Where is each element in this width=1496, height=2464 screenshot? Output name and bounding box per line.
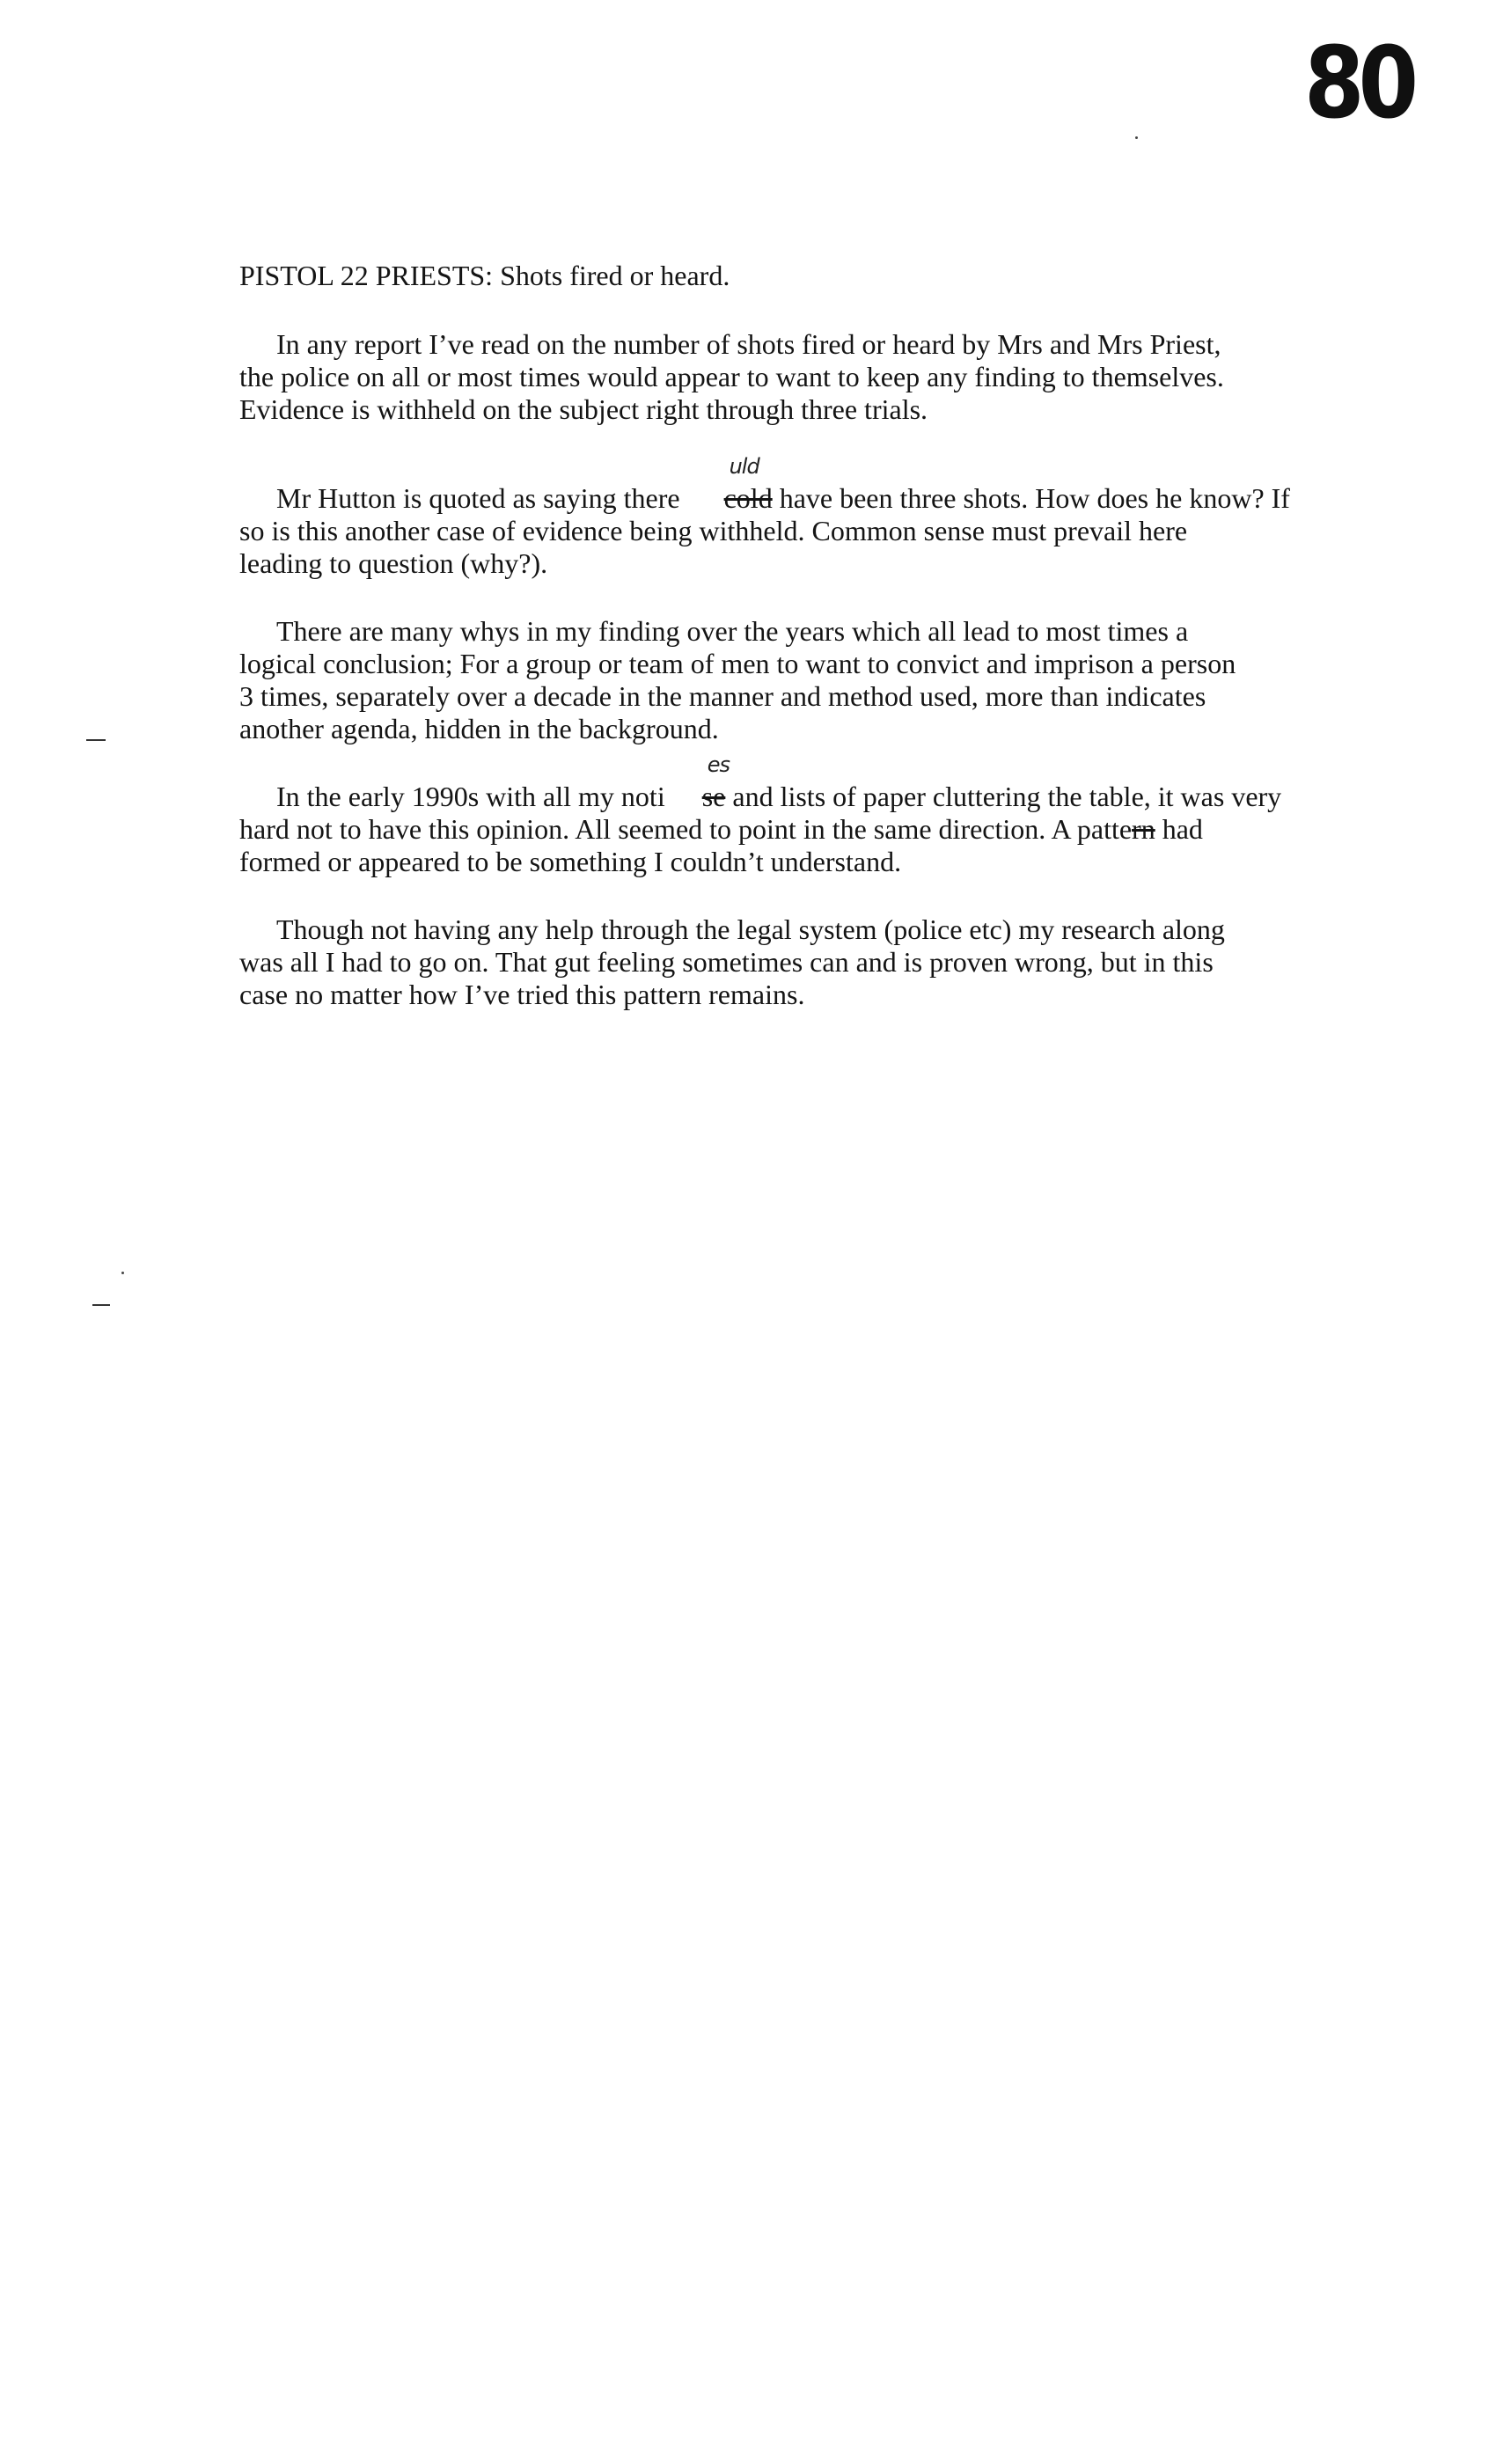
document-title: PISTOL 22 PRIESTS: Shots fired or heard. [239, 260, 730, 291]
paragraph-3 [239, 615, 1309, 745]
paragraph-line: Though not having any help through the legal system (police etc) my research along [276, 913, 1225, 945]
correction-annotation: uld [729, 454, 759, 479]
scan-speck [121, 1272, 124, 1274]
paragraph-line: formed or appeared to be something I couldn’t understand. [239, 846, 902, 877]
paragraph-line: was all I had to go on. That gut feeling sometimes can and is proven wrong, but in this [239, 946, 1214, 978]
handwritten-correction [665, 752, 730, 813]
paragraph-line: the police on all or most times would appear to want to keep any finding to themselves. [239, 361, 1224, 392]
paragraph-line: In any report I’ve read on the number of shots fired or heard by Mrs and Mrs Priest, [276, 328, 1221, 360]
margin-mark [86, 739, 106, 741]
correction-annotation: es [707, 752, 730, 777]
struck-text: se [701, 781, 726, 812]
scan-speck [1135, 136, 1138, 139]
paragraph-line: so is this another case of evidence being withheld. Common sense must prevail here [239, 515, 1188, 546]
paragraph-line [239, 813, 1309, 846]
paragraph-line [239, 752, 1309, 813]
text-segment: Mr Hutton is quoted as saying there [276, 482, 687, 514]
paragraph-line: another agenda, hidden in the background. [239, 713, 719, 744]
paragraph-line: 3 times, separately over a decade in the manner and method used, more than indicates [239, 680, 1206, 712]
paragraph-line: leading to question (why?). [239, 547, 548, 579]
paragraph-line: logical conclusion; For a group or team of men to want to convict and imprison a person [239, 648, 1236, 679]
text-segment: have been three shots. How does he know? If [772, 482, 1290, 514]
paragraph-4 [239, 752, 1309, 878]
paragraph-line: case no matter how I’ve tried this pattern remains. [239, 979, 805, 1010]
document-body [239, 260, 1309, 1046]
text-segment: had [1155, 813, 1203, 845]
margin-mark [92, 1304, 110, 1306]
paragraph-2 [239, 454, 1309, 580]
handwritten-page-number: 80 [1304, 26, 1413, 141]
paragraph-line: There are many whys in my finding over the years which all lead to most times a [276, 615, 1189, 647]
text-segment: hard not to have this opinion. All seemed to point in the same direction. A patte [239, 813, 1133, 845]
paragraph-line: Evidence is withheld on the subject right through three trials. [239, 393, 928, 425]
text-segment: and lists of paper cluttering the table, it was very [725, 781, 1282, 812]
handwritten-correction [687, 454, 773, 515]
paragraph-5 [239, 913, 1309, 1011]
struck-text: rn [1132, 813, 1155, 845]
struck-text: cold [723, 482, 773, 514]
text-segment: In the early 1990s with all my noti [276, 781, 665, 812]
paragraph-line [239, 454, 1309, 515]
paragraph-1 [239, 328, 1309, 426]
